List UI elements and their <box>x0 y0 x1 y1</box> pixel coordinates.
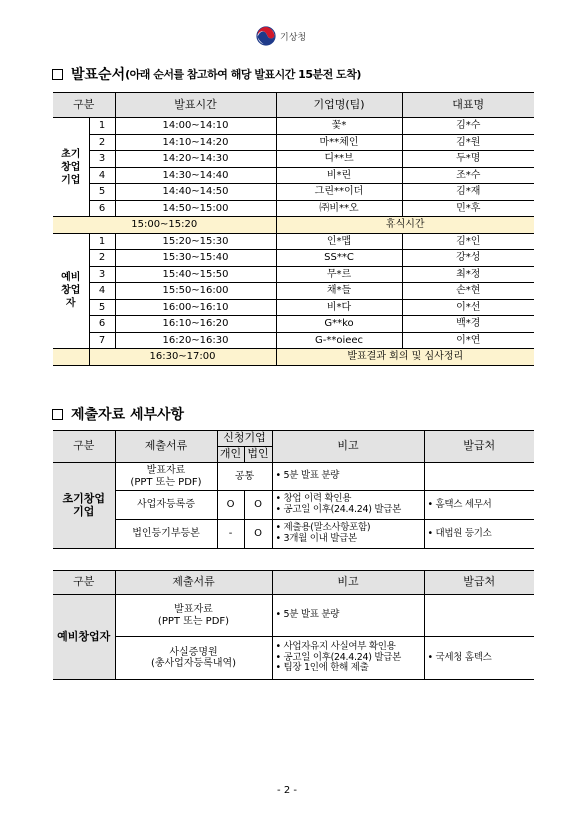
time-slot: 16:00~16:10 <box>115 299 276 316</box>
issuer: • 대법원 등기소 <box>424 520 534 549</box>
company-name: 꽃* <box>276 118 402 135</box>
company-name: 무*르 <box>276 266 402 283</box>
applicant-corporate: O <box>244 491 272 520</box>
section2-title: 제출자료 세부사항 <box>71 407 185 423</box>
table-row <box>53 316 534 333</box>
company-name: 비*린 <box>276 167 402 184</box>
company-name: G-**oieec <box>276 332 402 349</box>
square-bullet-icon <box>52 69 63 80</box>
order-number: 2 <box>89 250 115 267</box>
company-name: 채*들 <box>276 283 402 300</box>
issuer: • 홈택스 세무서 <box>424 491 534 520</box>
break-row <box>53 217 534 234</box>
table-row <box>53 491 534 520</box>
company-name: SS**C <box>276 250 402 267</box>
section1-heading <box>52 64 361 84</box>
break-time: 15:00~15:20 <box>53 217 276 234</box>
doc-name: 발표자료 (PPT 또는 PDF) <box>115 595 272 637</box>
table-row <box>53 167 534 184</box>
time-slot: 14:20~14:30 <box>115 151 276 168</box>
break-row <box>53 349 534 366</box>
section1-subtitle: (아래 순서를 참고하여 해당 발표시간 15분전 도착) <box>125 68 361 81</box>
order-number: 7 <box>89 332 115 349</box>
applicant-corporate: O <box>244 520 272 549</box>
early-startup-docs-table <box>53 430 534 549</box>
company-name: 디**브 <box>276 151 402 168</box>
order-number: 2 <box>89 134 115 151</box>
logo-text: 기상청 <box>280 32 307 43</box>
header-gubun: 구분 <box>53 571 115 595</box>
break-spacer <box>53 349 89 366</box>
representative-name: 김*수 <box>402 118 534 135</box>
order-number: 5 <box>89 184 115 201</box>
applicant-individual: - <box>217 520 244 549</box>
time-slot: 15:40~15:50 <box>115 266 276 283</box>
applicant-individual: O <box>217 491 244 520</box>
table-row <box>53 637 534 680</box>
time-slot: 14:30~14:40 <box>115 167 276 184</box>
break-label: 발표결과 회의 및 심사정리 <box>276 349 534 366</box>
header-company: 기업명(팀) <box>276 93 402 118</box>
header-issuer: 발급처 <box>424 431 534 463</box>
page-number: - 2 - <box>277 785 297 796</box>
group-early-startup: 초기창업 기업 <box>53 463 115 549</box>
header-issuer: 발급처 <box>424 571 534 595</box>
order-number: 1 <box>89 233 115 250</box>
representative-name: 이*연 <box>402 332 534 349</box>
table-row <box>53 151 534 168</box>
table-row <box>53 184 534 201</box>
group-early-startup: 초기 창업 기업 <box>53 118 89 217</box>
header-docs: 제출서류 <box>115 571 272 595</box>
section2-heading <box>52 404 184 424</box>
time-slot: 15:30~15:40 <box>115 250 276 267</box>
table-row <box>53 233 534 250</box>
presentation-order-table <box>53 92 534 366</box>
company-name: 비*다 <box>276 299 402 316</box>
section1-title: 발표순서 <box>71 67 126 83</box>
representative-name: 김*원 <box>402 134 534 151</box>
company-name: 그린**이더 <box>276 184 402 201</box>
time-slot: 16:10~16:20 <box>115 316 276 333</box>
time-slot: 14:40~14:50 <box>115 184 276 201</box>
company-name: 마**체인 <box>276 134 402 151</box>
representative-name: 두*명 <box>402 151 534 168</box>
kma-logo <box>256 26 306 46</box>
time-slot: 15:50~16:00 <box>115 283 276 300</box>
group-pre-startup: 예비창업자 <box>53 595 115 680</box>
table-row <box>53 520 534 549</box>
kma-emblem-icon <box>256 26 276 46</box>
time-slot: 16:20~16:30 <box>115 332 276 349</box>
header-applicant: 신청기업 <box>217 431 272 447</box>
representative-name: 최*정 <box>402 266 534 283</box>
table-row <box>53 463 534 491</box>
issuer <box>424 463 534 491</box>
table-row <box>53 266 534 283</box>
time-slot: 14:50~15:00 <box>115 200 276 217</box>
header-gubun: 구분 <box>53 93 115 118</box>
table-row <box>53 200 534 217</box>
time-slot: 15:20~15:30 <box>115 233 276 250</box>
representative-name: 민*후 <box>402 200 534 217</box>
representative-name: 김*인 <box>402 233 534 250</box>
company-name: G**ko <box>276 316 402 333</box>
representative-name: 김*재 <box>402 184 534 201</box>
order-number: 3 <box>89 266 115 283</box>
order-number: 1 <box>89 118 115 135</box>
note: • 창업 이력 확인용 • 공고일 이후(24.4.24) 발급본 <box>272 491 424 520</box>
header-docs: 제출서류 <box>115 431 217 463</box>
group-pre-startup: 예비 창업 자 <box>53 233 89 349</box>
header-individual: 개인 <box>217 447 244 463</box>
representative-name: 강*성 <box>402 250 534 267</box>
representative-name: 손*현 <box>402 283 534 300</box>
representative-name: 백*경 <box>402 316 534 333</box>
doc-name: 발표자료 (PPT 또는 PDF) <box>115 463 217 491</box>
note: • 5분 발표 분량 <box>272 463 424 491</box>
table-row <box>53 250 534 267</box>
issuer: • 국세청 홈텍스 <box>424 637 534 680</box>
doc-name: 법인등기부등본 <box>115 520 217 549</box>
table-row <box>53 299 534 316</box>
issuer <box>424 595 534 637</box>
header-corporate: 법인 <box>244 447 272 463</box>
doc-name: 사실증명원 (총사업자등록내역) <box>115 637 272 680</box>
representative-name: 조*수 <box>402 167 534 184</box>
applicant-common: 공통 <box>217 463 272 491</box>
table-row <box>53 118 534 135</box>
table-row <box>53 332 534 349</box>
header-note: 비고 <box>272 571 424 595</box>
order-number: 6 <box>89 316 115 333</box>
header-gubun: 구분 <box>53 431 115 463</box>
order-number: 4 <box>89 167 115 184</box>
note: • 사업자유지 사실여부 확인용 • 공고일 이후(24.4.24) 발급본 • 팀장 1인에 한해 제출 <box>272 637 424 680</box>
order-number: 5 <box>89 299 115 316</box>
note: • 5분 발표 분량 <box>272 595 424 637</box>
doc-name: 사업자등록증 <box>115 491 217 520</box>
header-representative: 대표명 <box>402 93 534 118</box>
header-time: 발표시간 <box>115 93 276 118</box>
order-number: 6 <box>89 200 115 217</box>
pre-startup-docs-table <box>53 570 534 680</box>
time-slot: 14:00~14:10 <box>115 118 276 135</box>
break-label: 휴식시간 <box>276 217 534 234</box>
time-slot: 14:10~14:20 <box>115 134 276 151</box>
table-row <box>53 595 534 637</box>
break-time: 16:30~17:00 <box>89 349 276 366</box>
company-name: 인*맵 <box>276 233 402 250</box>
representative-name: 이*선 <box>402 299 534 316</box>
company-name: ㈜비**오 <box>276 200 402 217</box>
header-note: 비고 <box>272 431 424 463</box>
order-number: 4 <box>89 283 115 300</box>
order-number: 3 <box>89 151 115 168</box>
table-row <box>53 283 534 300</box>
note: • 제출용(말소사항포함) • 3개월 이내 발급본 <box>272 520 424 549</box>
table-row <box>53 134 534 151</box>
square-bullet-icon <box>52 409 63 420</box>
